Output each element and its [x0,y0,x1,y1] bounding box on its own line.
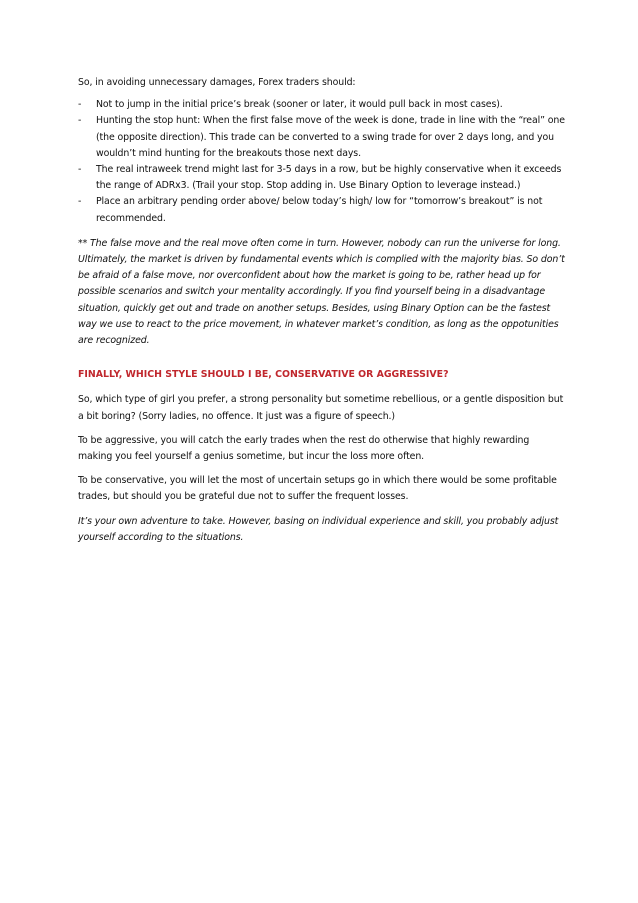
list-item [78,162,566,194]
list-item-text: Hunting the stop hunt: When the first false move of the week is done, trade in line with the “real” one (the opposite direction). This trade can be converted to a swing trade for over 2 days long, and you wouldn’t mind hunting for the breakouts those next days. [96,115,565,159]
list-item-text: Not to jump in the initial price’s break (sooner or later, it would pull back in most cases). [96,99,503,111]
intro-paragraph: So, in avoiding unnecessary damages, Forex traders should: [78,77,356,88]
page-body [78,75,566,546]
note-paragraph: ** The false move and the real move often come in turn. However, nobody can run the universe for long. Ultimately, the market is driven by fundamental events which is complied with the majority bias. So don’t be afraid of a false move, nor overconfident about how the market is going to be, rather head up for possible scenarios and switch your mentality accordingly. If you find yourself being in a disadvantage situation, quickly get out and trade on another setups. Besides, using Binary Option can be the fastest way we use to react to the price movement, in whatever market’s condition, as long as the oppotunities are recognized. [78,237,565,347]
body-paragraph: So, which type of girl you prefer, a strong personality but sometime rebellious, or a gentle disposition but a bit boring? (Sorry ladies, no offence. It just was a figure of speech.) [78,394,564,422]
list-dash: - [78,115,82,127]
closing-paragraph: It’s your own adventure to take. However, basing on individual experience and skill, you probably adjust yourself according to the situations. [78,515,559,543]
list-item [78,194,566,226]
section-heading: FINALLY, WHICH STYLE SHOULD I BE, CONSERVATIVE OR AGGRESSIVE? [78,369,449,381]
recommendation-list [78,97,566,227]
list-item [78,97,566,113]
body-paragraph: To be conservative, you will let the most of uncertain setups go in which there would be some profitable trades, but should you be grateful due not to suffer the frequent losses. [78,475,557,503]
list-dash: - [78,164,82,176]
list-dash: - [78,196,82,208]
list-item-text: The real intraweek trend might last for 3-5 days in a row, but be highly conservative when it exceeds the range of ADRx3. (Trail your stop. Stop adding in. Use Binary Option to leverage instead.) [96,164,562,192]
body-paragraph: To be aggressive, you will catch the early trades when the rest do otherwise that highly rewarding making you feel yourself a genius sometime, but incur the loss more often. [78,434,530,463]
list-item-text: Place an arbitrary pending order above/ below today’s high/ low for “tomorrow’s breakout” is not recommended. [96,196,543,224]
list-dash: - [78,99,82,111]
list-item [78,113,566,162]
